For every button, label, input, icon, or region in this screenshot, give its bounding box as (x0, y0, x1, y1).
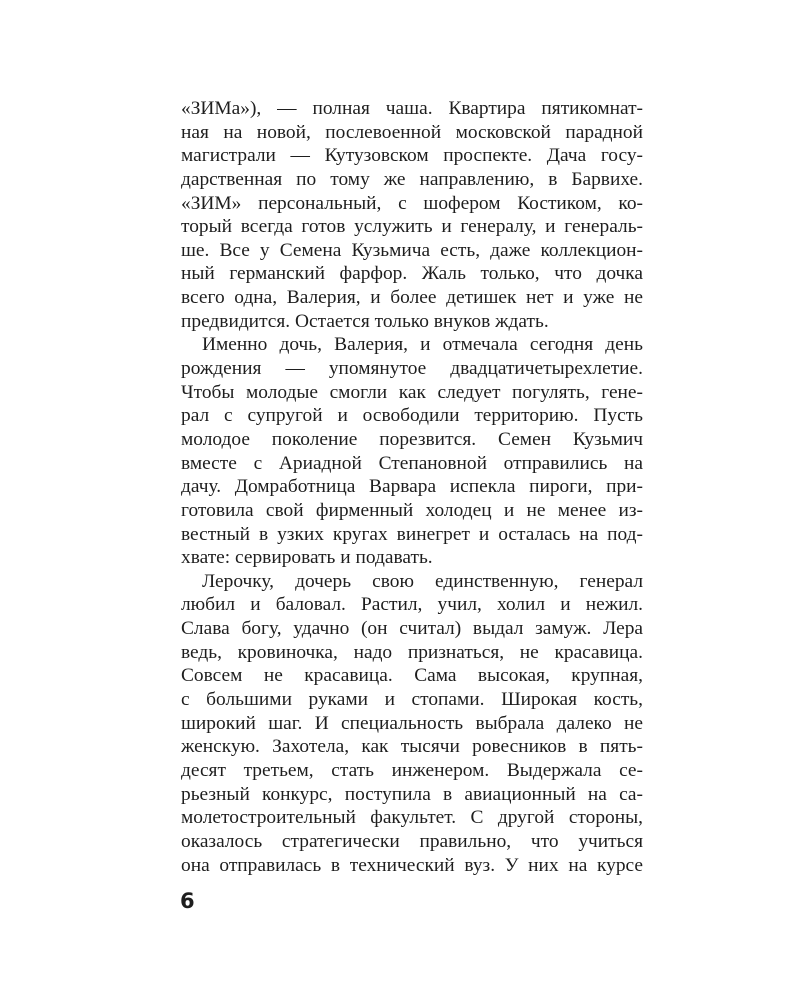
text-line: Слава богу, удачно (он считал) выдал замуж. Лера (181, 618, 643, 640)
text-line: она отправилась в технический вуз. У них на курсе (181, 854, 643, 876)
text-line: Лерочку, дочерь свою единственную, генерал (202, 570, 643, 592)
text-line: магистрали — Кутузовском проспекте. Дача госу- (181, 145, 643, 167)
text-line: любил и баловал. Растил, учил, холил и нежил. (181, 594, 643, 616)
text-line: ведь, кровиночка, надо признаться, не красавица. (181, 641, 643, 663)
text-line: оказалось стратегически правильно, что учиться (181, 830, 643, 852)
text-line: Именно дочь, Валерия, и отмечала сегодня день (202, 334, 643, 356)
text-line: готовила свой фирменный холодец и не менее из- (181, 499, 643, 521)
text-line: всего одна, Валерия, и более детишек нет и уже не (181, 287, 643, 309)
page-number: 6 (180, 889, 195, 913)
text-line: дачу. Домработница Варвара испекла пироги, при- (181, 476, 643, 498)
text-line: рал с супругой и освободили территорию. Пусть (181, 405, 643, 427)
paragraph (181, 333, 643, 569)
text-line: хвате: сервировать и подавать. (181, 547, 433, 569)
text-line: рьезный конкурс, поступила в авиационный на са- (181, 783, 643, 805)
text-line: ная на новой, послевоенной московской парадной (181, 121, 643, 143)
text-line: «ЗИМа»), — полная чаша. Квартира пятикомнат- (181, 98, 643, 119)
text-line: предвидится. Остается только внуков ждать. (181, 310, 549, 332)
text-line: с большими руками и стопами. Широкая кость, (181, 689, 643, 711)
body-text (181, 97, 643, 877)
text-line: женскую. Захотела, как тысячи ровесников в пять- (181, 736, 643, 758)
text-line: вестный в узких кругах винегрет и осталась на под- (181, 523, 643, 545)
text-line: торый всегда готов услужить и генералу, и генераль- (181, 216, 643, 238)
text-line: широкий шаг. И специальность выбрала далеко не (181, 712, 643, 734)
text-line: вместе с Ариадной Степановной отправились на (181, 452, 643, 474)
text-line: Совсем не красавица. Сама высокая, крупная, (181, 665, 643, 687)
text-line: ный германский фарфор. Жаль только, что дочка (181, 263, 643, 285)
text-line: рождения — упомянутое двадцатичетырехлетие. (181, 358, 643, 380)
text-line: дарственная по тому же направлению, в Барвихе. (181, 168, 643, 190)
text-line: ше. Все у Семена Кузьмича есть, даже коллекцион- (181, 239, 643, 261)
text-line: десят третьем, стать инженером. Выдержала се- (181, 759, 643, 781)
text-line: молодое поколение порезвится. Семен Кузьмич (181, 428, 643, 450)
text-line: Чтобы молодые смогли как следует погулять, гене- (181, 381, 643, 403)
text-line: молетостроительный факультет. С другой стороны, (181, 807, 643, 829)
paragraph (181, 570, 643, 877)
paragraph (181, 97, 643, 333)
text-line: «ЗИМ» персональный, с шофером Костиком, ко- (181, 192, 643, 214)
